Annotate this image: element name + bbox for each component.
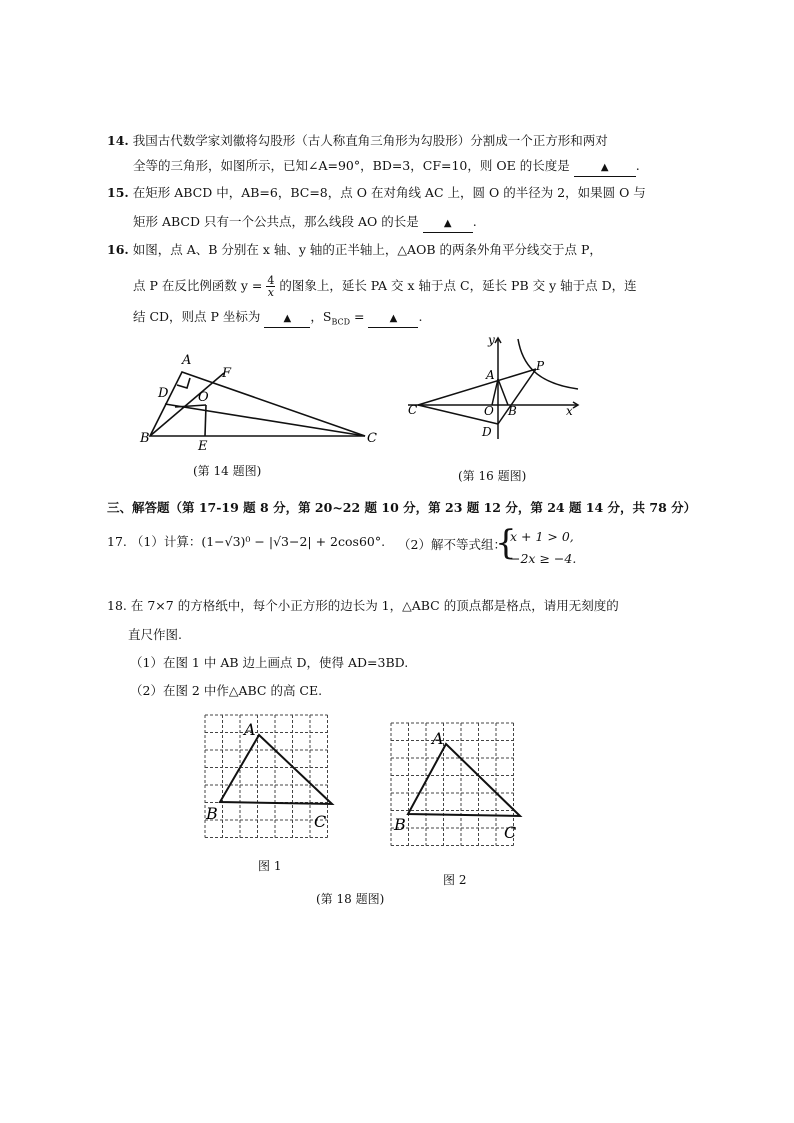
label-y: y: [488, 333, 495, 347]
q18-number: 18.: [107, 598, 127, 613]
q15-line2: [133, 214, 477, 233]
triangle-abc: [408, 744, 520, 816]
section-3-title: 三、解答题（第 17-19 题 8 分，第 20~22 题 10 分，第 23 题 12 分，第 24 题 14 分，共 78 分）: [107, 500, 697, 515]
figure-14-caption: (第 14 题图): [193, 464, 262, 478]
segment-ab: [498, 379, 508, 405]
fraction-denominator: x: [267, 286, 274, 299]
label-d: D: [482, 425, 492, 439]
period: .: [635, 158, 640, 173]
inequality-2: −2x ≥ −4.: [510, 551, 577, 566]
answer-mark: ▲: [283, 313, 292, 324]
q14-line2: [133, 158, 640, 177]
q17-part2: （2）解不等式组：: [398, 537, 506, 552]
q17-part1: （1）计算：(1−√3)⁰ − |√3−2| + 2cos60°.: [130, 534, 386, 549]
answer-mark: ▲: [443, 218, 452, 229]
label-b: B: [140, 431, 150, 446]
triangle-abc: [150, 372, 365, 436]
segment-bf: [150, 373, 224, 436]
triangle-abc: [220, 735, 332, 804]
system-brace: {: [495, 523, 517, 563]
segment-dc: [165, 404, 365, 436]
q15-text-1: 在矩形 ABCD 中，AB=6，BC=8，点 O 在对角线 AC 上，圆 O 的半径为 2，如果圆 O 与: [132, 185, 646, 200]
label-a: A: [182, 353, 192, 368]
label-o: O: [484, 404, 494, 418]
figure-14: [130, 345, 390, 455]
q14-text-2: 全等的三角形，如图所示，已知∠A=90°，BD=3，CF=10，则 OE 的长度是: [133, 158, 570, 173]
q18-text-1: 在 7×7 的方格纸中，每个小正方形的边长为 1，△ABC 的顶点都是格点，请用无刻度的: [130, 598, 619, 613]
q16-answer-blank-1[interactable]: [264, 309, 310, 328]
fraction-numerator: 4: [267, 274, 275, 287]
q15-text-2: 矩形 ABCD 只有一个公共点，那么线段 AO 的长是: [133, 214, 419, 229]
figure-18-caption-1: 图 1: [258, 859, 282, 873]
segment-oe: [205, 405, 206, 436]
q16-line3: [133, 309, 422, 331]
label-c: C: [408, 403, 418, 417]
q14-text-1: 我国古代数学家刘徽将勾股形（古人称直角三角形为勾股形）分割成一个正方形和两对: [132, 133, 608, 148]
area-subscript: BCD: [331, 317, 351, 327]
answer-mark: ▲: [600, 162, 609, 173]
line-dp: [498, 369, 536, 424]
label-b: B: [206, 804, 218, 823]
label-b: B: [508, 404, 517, 418]
label-c: C: [367, 431, 377, 446]
q16-line2: [133, 272, 637, 300]
q16-text-2b: 的图象上，延长 PA 交 x 轴于点 C，延长 PB 交 y 轴于点 D，连: [279, 278, 637, 293]
q18-line2: 直尺作图.: [128, 627, 182, 642]
grid-lines: [205, 715, 328, 838]
figure-18-caption: (第 18 题图): [316, 892, 385, 906]
q16-number: 16.: [107, 242, 129, 257]
q17-line: [107, 534, 385, 550]
figure-18-grid-1: [204, 714, 342, 852]
q14-answer-blank[interactable]: [574, 158, 636, 177]
period: .: [472, 214, 477, 229]
q16-text-2a: 点 P 在反比例函数 y =: [133, 278, 263, 293]
label-d: D: [158, 386, 169, 401]
label-o: O: [198, 390, 209, 405]
q16-answer-blank-2[interactable]: [368, 309, 418, 328]
fraction: [266, 275, 275, 298]
area-symbol: ，S: [310, 309, 332, 324]
label-b: B: [394, 815, 406, 834]
label-p: P: [536, 359, 545, 373]
equals: =: [350, 309, 365, 324]
q16-text-1: 如图，点 A、B 分别在 x 轴、y 轴的正半轴上，△AOB 的两条外角平分线交于点 P，: [132, 242, 602, 257]
figure-16-caption: (第 16 题图): [458, 469, 527, 483]
inequality-1: x + 1 > 0,: [510, 529, 574, 544]
q14-line1: [107, 133, 608, 149]
grid-lines: [391, 723, 517, 846]
segment-do: [175, 405, 206, 407]
label-c: C: [314, 812, 327, 831]
label-a: A: [486, 368, 495, 382]
q18-part2: （2）在图 2 中作△ABC 的高 CE.: [130, 683, 323, 698]
q18-part1: （1）在图 1 中 AB 边上画点 D，使得 AD=3BD.: [130, 655, 409, 670]
label-e: E: [198, 439, 208, 454]
period: .: [418, 309, 423, 324]
q16-text-3a: 结 CD，则点 P 坐标为: [133, 309, 261, 324]
q17-number: 17.: [107, 534, 127, 549]
q15-number: 15.: [107, 185, 129, 200]
q14-number: 14.: [107, 133, 129, 148]
q15-line1: [107, 185, 646, 201]
q16-line1: [107, 242, 602, 258]
q18-line1: [107, 598, 619, 614]
line-cp: [418, 369, 536, 405]
figure-18-caption-2: 图 2: [443, 873, 467, 887]
answer-mark: ▲: [389, 313, 398, 324]
label-x: x: [566, 404, 573, 418]
label-a: A: [432, 729, 444, 748]
label-f: F: [222, 366, 232, 381]
label-a: A: [244, 720, 256, 739]
figure-16: [400, 333, 590, 443]
label-c: C: [504, 823, 517, 842]
figure-18-grid-2: [390, 722, 528, 860]
q15-answer-blank[interactable]: [423, 214, 473, 233]
